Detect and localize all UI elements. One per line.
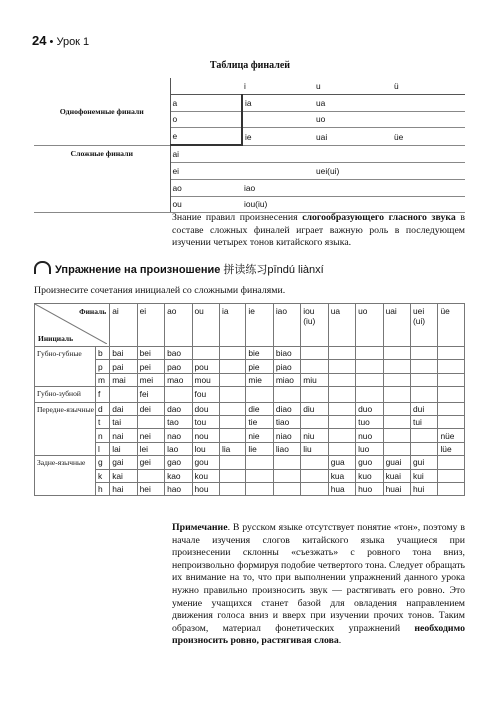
syllable-cell [273,469,300,482]
syllable-cell: fou [192,387,219,402]
syllable-cell: nie [246,429,273,442]
syllable-cell: bei [137,347,164,360]
final-header: ua [328,304,355,347]
syllable-cell: nüe [438,429,465,442]
syllable-cell: tiao [273,415,300,428]
syllable-cell: mou [192,373,219,386]
syllable-cell: pie [246,360,273,373]
syllable-cell: piao [273,360,300,373]
syllable-cell [411,373,438,386]
table-cell: ie [242,128,314,145]
syllable-cell [328,387,355,402]
syllable-cell [301,469,328,482]
table-row [35,469,465,482]
syllable-cell [438,415,465,428]
headphones-icon [34,261,51,274]
syllable-cell [411,347,438,360]
syllable-cell: mao [165,373,192,386]
syllable-cell: biao [273,347,300,360]
syllable-cell: diao [273,402,300,415]
initial-cell: b [95,347,109,360]
table-row [35,360,465,373]
header-separator: • [49,36,54,48]
syllable-cell: kuo [356,469,383,482]
syllable-cell: guo [356,456,383,469]
initial-cell: h [95,482,109,495]
syllable-cell [110,387,137,402]
syllable-cell [273,387,300,402]
initial-group-label: Губно-зубной [35,387,96,402]
table-cell [242,162,314,179]
table-row [35,402,465,415]
syllable-cell [219,456,245,469]
syllable-cell: hei [137,482,164,495]
syllable-cell [383,347,410,360]
syllable-cell: liu [301,442,328,455]
note-label: Примечание [172,522,228,533]
syllable-cell: nou [192,429,219,442]
exercise-chinese: 拼读练习 [223,264,268,276]
table-cell: ia [242,94,314,111]
syllable-cell [246,482,273,495]
syllable-cell: fei [137,387,164,402]
final-header: ao [165,304,192,347]
syllable-cell: lao [165,442,192,455]
table-cell: iou(iu) [242,196,314,213]
syllable-cell: hua [328,482,355,495]
syllable-cell: dao [165,402,192,415]
exercise-title: Упражнение на произношение [55,264,221,276]
table-cell [242,145,314,162]
table-cell: iao [242,179,314,196]
table-cell [392,196,465,213]
syllable-cell: bao [165,347,192,360]
syllable-cell: nuo [356,429,383,442]
syllable-cell: miao [273,373,300,386]
syllable-cell: lou [192,442,219,455]
table-cell [314,196,392,213]
syllable-cell [219,387,245,402]
syllable-cell: nao [165,429,192,442]
syllable-cell: hao [165,482,192,495]
syllable-cell [137,469,164,482]
initial-cell: f [95,387,109,402]
syllable-cell [356,373,383,386]
table-row [35,456,465,469]
final-header: ai [110,304,137,347]
note-end: . [338,635,342,647]
syllable-cell: liao [273,442,300,455]
syllable-cell: miu [301,373,328,386]
syllable-cell: nai [110,429,137,442]
syllables-header-row [35,304,465,347]
syllable-cell: hai [110,482,137,495]
final-header: ia [219,304,245,347]
table-row [35,429,465,442]
syllable-cell [438,360,465,373]
syllable-cell [301,387,328,402]
note-paragraph [172,522,465,648]
syllable-cell [383,442,410,455]
syllable-cell: tao [165,415,192,428]
syllable-cell [301,456,328,469]
table-row [35,373,465,386]
syllable-cell [383,373,410,386]
initial-cell: d [95,402,109,415]
syllable-cell [328,429,355,442]
table-cell: üe [392,128,465,145]
syllable-cell [411,429,438,442]
syllable-cell [219,373,245,386]
table-cell [392,145,465,162]
syllable-cell [438,402,465,415]
final-header: iao [273,304,300,347]
syllable-cell [356,347,383,360]
syllables-table [34,303,465,496]
syllable-cell: hui [411,482,438,495]
syllable-cell [383,387,410,402]
syllable-cell [219,482,245,495]
note-bold: необходимо произносить ровно, растягивая слова [172,622,465,647]
syllable-cell [301,482,328,495]
exercise-heading [34,261,324,277]
syllable-cell: nei [137,429,164,442]
syllable-cell: lia [219,442,245,455]
header-final-label: Финаль [79,307,107,316]
syllable-cell: niu [301,429,328,442]
syllable-cell: bie [246,347,273,360]
syllable-cell: lai [110,442,137,455]
table-row [35,347,465,360]
finals-table [34,78,465,213]
paragraph-text: в составе сложных финалей играет важную роль в последующем изучении четырех тонов китайского языка. [172,212,465,249]
syllable-cell [246,456,273,469]
table-cell: o [170,111,242,128]
syllable-cell [301,347,328,360]
table-cell [392,162,465,179]
syllable-cell: dou [192,402,219,415]
syllable-cell: dui [411,402,438,415]
note-text: . В русском языке отсутствует понятие «тон», поэтому в начале изучения слогов китайского языка учащиеся при произнесении склонны «съезжать» с ровного тона вниз, непроизвольно формируя подобие четвертого тона. Следует обращать их внимание на то, что при выполнении упражнений данного урока нужно правильно произносить звук — растягивать его ровно. Это умение учащихся станет базой для овладения направлением движения голоса вниз и вверх при изучении прочих тонов. Таким образом, материал фонетических упражнений [172,522,465,634]
final-header: üe [438,304,465,347]
table-cell: u [314,78,392,94]
syllable-cell: pou [192,360,219,373]
syllable-cell: gao [165,456,192,469]
syllable-cell [192,347,219,360]
syllable-cell [219,360,245,373]
initial-cell: l [95,442,109,455]
exercise-pinyin: pīndú liànxí [267,264,324,276]
syllable-cell: diu [301,402,328,415]
syllable-cell [383,429,410,442]
initial-cell: p [95,360,109,373]
table-cell: uei(ui) [314,162,392,179]
table-cell: ai [170,145,242,162]
table-cell [170,78,242,94]
paragraph-vowel-rule [172,212,465,250]
syllable-cell [328,442,355,455]
syllable-cell: kou [192,469,219,482]
syllable-cell: gei [137,456,164,469]
syllable-cell: pei [137,360,164,373]
syllable-cell [438,373,465,386]
syllable-cell [219,347,245,360]
table-row [35,387,465,402]
syllable-cell [383,360,410,373]
syllable-cell: kai [110,469,137,482]
syllable-cell [328,360,355,373]
initial-group-label: Губно-губные [35,347,96,387]
initial-group-label: Передне-язычные [35,402,96,456]
syllable-cell [301,360,328,373]
syllable-cell: kao [165,469,192,482]
syllable-cell: tui [411,415,438,428]
syllable-cell [165,387,192,402]
initial-cell: k [95,469,109,482]
table-cell [392,179,465,196]
syllable-cell: huai [383,482,410,495]
initial-cell: n [95,429,109,442]
initial-cell: g [95,456,109,469]
syllable-cell: gai [110,456,137,469]
syllable-cell: niao [273,429,300,442]
final-header: iou (iu) [301,304,328,347]
syllable-cell [273,482,300,495]
syllable-cell [219,469,245,482]
table-cell: ao [170,179,242,196]
syllable-cell [328,373,355,386]
table-row [35,442,465,455]
lesson-title: Урок 1 [56,36,90,48]
syllable-cell: tai [110,415,137,428]
syllable-cell [328,402,355,415]
initial-group-label: Задне-язычные [35,456,96,496]
syllable-cell [273,456,300,469]
table-cell [314,145,392,162]
syllable-cell [219,429,245,442]
syllable-cell [438,456,465,469]
syllable-cell: kua [328,469,355,482]
syllable-cell: tou [192,415,219,428]
syllable-cell [383,402,410,415]
final-header: ei [137,304,164,347]
page-header [32,33,89,48]
syllable-cell: die [246,402,273,415]
group-label-monophonemic: Однофонемные финали [34,78,170,145]
group-label-complex: Сложные финали [34,145,170,213]
table-row [35,482,465,495]
initial-cell: m [95,373,109,386]
syllable-cell [301,415,328,428]
final-header: uai [383,304,410,347]
syllable-cell: duo [356,402,383,415]
syllable-cell [438,469,465,482]
syllable-cell [438,387,465,402]
syllable-cell [411,387,438,402]
syllable-cell: lie [246,442,273,455]
table-cell: e [170,128,242,145]
syllable-cell: kui [411,469,438,482]
syllable-cell [383,415,410,428]
exercise-instruction: Произнесите сочетания инициалей со сложными финалями. [34,285,286,296]
paragraph-text: Знание правил произнесения [172,212,303,223]
syllable-cell: lüe [438,442,465,455]
syllable-cell: lei [137,442,164,455]
finals-header-row [34,78,465,94]
syllable-cell [246,469,273,482]
table-cell: ei [170,162,242,179]
syllable-cell: dai [110,402,137,415]
final-header: uei (ui) [411,304,438,347]
table-cell: uo [314,111,392,128]
syllable-cell: dei [137,402,164,415]
syllable-cell [438,347,465,360]
syllable-cell: pao [165,360,192,373]
table-cell: a [170,94,242,111]
table-cell [314,179,392,196]
syllable-cell: tuo [356,415,383,428]
header-initial-label: Инициаль [38,334,74,343]
finals-table-caption: Таблица финалей [209,60,291,71]
table-cell [242,111,314,128]
syllable-cell [219,415,245,428]
syllable-cell: guai [383,456,410,469]
syllable-cell: huo [356,482,383,495]
syllable-cell [438,482,465,495]
syllable-cell [356,360,383,373]
syllable-cell [328,415,355,428]
syllable-cell: pai [110,360,137,373]
table-cell: ü [392,78,465,94]
syllable-cell: gou [192,456,219,469]
syllable-cell: hou [192,482,219,495]
table-row [35,415,465,428]
syllable-cell [411,442,438,455]
syllable-cell: gua [328,456,355,469]
syllable-cell [219,402,245,415]
syllable-cell: mai [110,373,137,386]
syllable-cell: kuai [383,469,410,482]
syllable-cell [411,360,438,373]
paragraph-bold: слогообразующего гласного звука [302,212,456,223]
syllable-cell [328,347,355,360]
table-row [34,145,465,162]
table-cell: ou [170,196,242,213]
final-header: ie [246,304,273,347]
syllable-cell: mie [246,373,273,386]
syllable-cell [246,387,273,402]
final-header: uo [356,304,383,347]
initial-cell: t [95,415,109,428]
syllable-cell: luo [356,442,383,455]
table-cell: i [242,78,314,94]
table-cell [392,94,465,111]
syllable-cell [356,387,383,402]
syllable-cell: bai [110,347,137,360]
table-cell: uai [314,128,392,145]
syllable-cell: gui [411,456,438,469]
page-number: 24 [32,33,47,48]
syllable-cell: mei [137,373,164,386]
header-corner [35,304,110,347]
table-cell [392,111,465,128]
table-cell: ua [314,94,392,111]
syllable-cell [137,415,164,428]
syllable-cell: tie [246,415,273,428]
final-header: ou [192,304,219,347]
